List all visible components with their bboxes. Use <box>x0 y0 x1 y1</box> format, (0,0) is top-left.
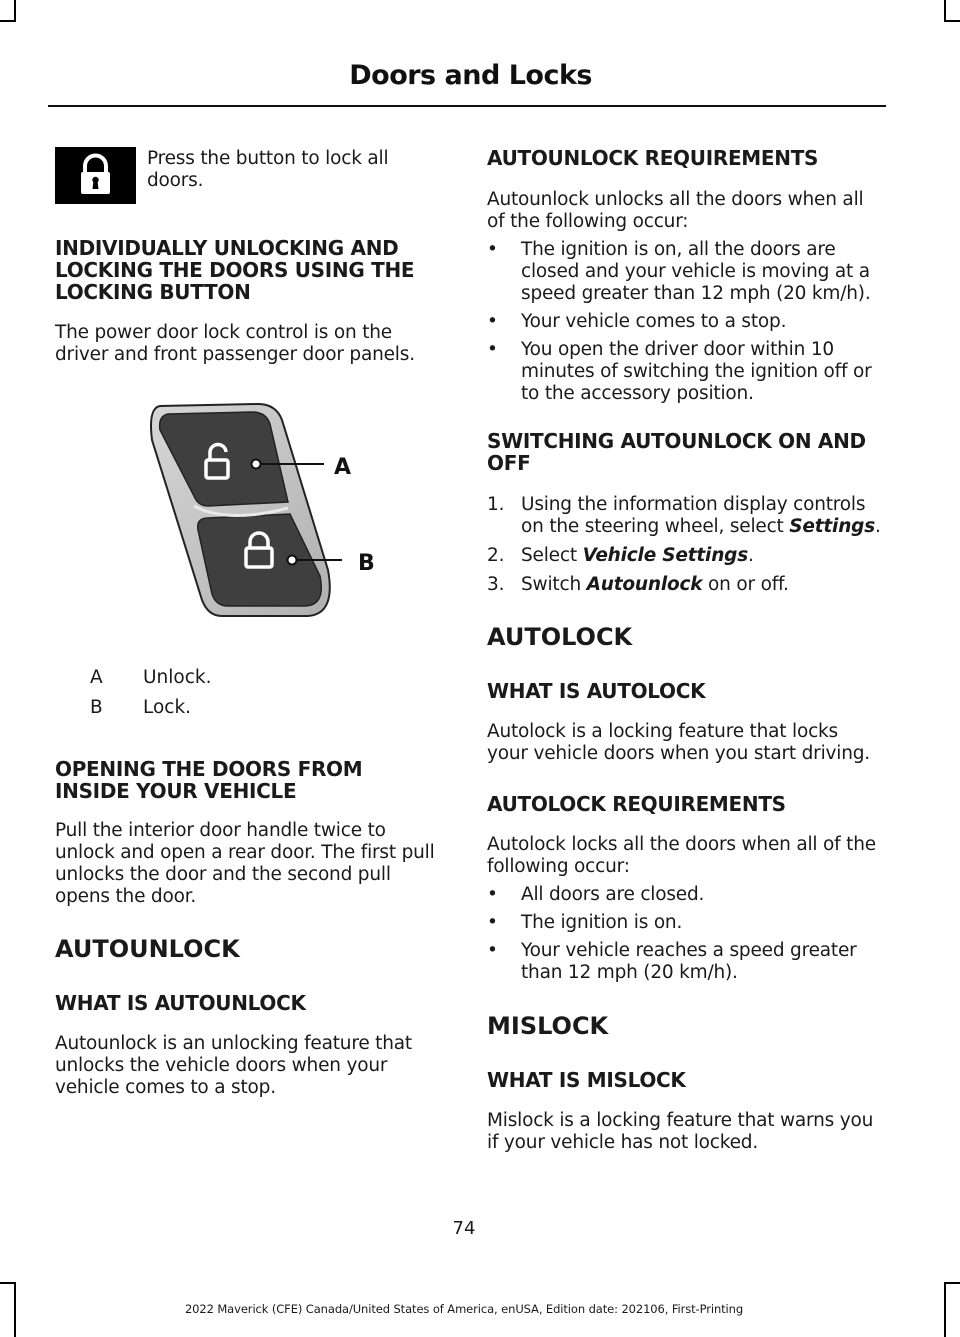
crop-mark-bottom-right <box>944 1282 946 1337</box>
step-item <box>487 494 882 538</box>
para-what-autolock-wrap <box>487 721 872 765</box>
step-emphasis: Autounlock <box>586 574 703 595</box>
list-item <box>487 884 882 906</box>
section-mislock <box>487 1012 877 1040</box>
step-emphasis: Vehicle Settings <box>582 545 749 566</box>
heading-what-autounlock: WHAT IS AUTOUNLOCK <box>55 991 306 1015</box>
crop-mark-bottom-left-h <box>0 1282 16 1284</box>
section-switching <box>487 430 867 474</box>
bullet: • <box>487 940 498 961</box>
list-item-text: Your vehicle comes to a stop. <box>521 311 787 332</box>
bullet: • <box>487 884 498 905</box>
heading-what-mislock: WHAT IS MISLOCK <box>487 1068 686 1092</box>
list-item-text: Your vehicle reaches a speed greater than 12 mph (20 km/h). <box>521 940 857 983</box>
step-text-end: . <box>748 545 754 566</box>
para-au-req-wrap <box>487 189 882 233</box>
crop-mark-top-right-h <box>944 20 960 22</box>
crop-mark-top-right <box>944 0 946 22</box>
para-opening-wrap <box>55 820 450 908</box>
step-number: 1. <box>487 494 505 515</box>
heading-autounlock: AUTOUNLOCK <box>55 935 240 963</box>
heading-opening: OPENING THE DOORS FROM INSIDE YOUR VEHICLE <box>55 757 363 803</box>
para-opening: Pull the interior door handle twice to unlock and open a rear door. The first pull unlocks the door and the second pull opens the door. <box>55 820 435 907</box>
legend-key: B <box>90 697 103 718</box>
crop-mark-bottom-right-h <box>944 1282 960 1284</box>
list-item-text: All doors are closed. <box>521 884 705 905</box>
section-au-req <box>487 147 882 169</box>
section-what-autounlock <box>55 992 445 1014</box>
legend-value: Unlock. <box>143 667 212 688</box>
para-al-req-wrap <box>487 834 882 878</box>
heading-individual: INDIVIDUALLY UNLOCKING AND LOCKING THE DOORS USING THE LOCKING BUTTON <box>55 236 415 304</box>
al-req-list <box>487 884 882 990</box>
bullet: • <box>487 339 498 360</box>
para-al-req: Autolock locks all the doors when all of the following occur: <box>487 834 876 877</box>
step-number: 2. <box>487 545 505 566</box>
heading-mislock: MISLOCK <box>487 1012 609 1040</box>
step-number: 3. <box>487 574 505 595</box>
list-item <box>487 940 882 984</box>
bullet: • <box>487 311 498 332</box>
callout-a: A <box>334 455 352 480</box>
section-autounlock <box>55 935 445 963</box>
para-individual: The power door lock control is on the driver and front passenger door panels. <box>55 322 415 365</box>
lock-instruction <box>147 148 417 192</box>
para-what-mislock: Mislock is a locking feature that warns you if your vehicle has not locked. <box>487 1110 874 1153</box>
crop-mark-top-left-h <box>0 20 16 22</box>
door-lock-switch-figure <box>148 400 388 622</box>
step-text: Using the information display controls on the steering wheel, select <box>521 494 866 537</box>
list-item-text: The ignition is on, all the doors are closed and your vehicle is moving at a speed greater than 12 mph (20 km/h). <box>521 239 871 304</box>
section-al-req <box>487 793 877 815</box>
callout-b: B <box>358 551 375 576</box>
figure-legend <box>55 667 445 727</box>
list-item-text: You open the driver door within 10 minutes of switching the ignition off or to the accessory position. <box>521 339 872 404</box>
header-rule <box>48 105 886 107</box>
step-text-end: . <box>875 516 881 537</box>
para-au-req: Autounlock unlocks all the doors when all of the following occur: <box>487 189 864 232</box>
heading-autolock: AUTOLOCK <box>487 623 633 651</box>
legend-value: Lock. <box>143 697 192 718</box>
list-item-text: The ignition is on. <box>521 912 683 933</box>
heading-switching: SWITCHING AUTOUNLOCK ON AND OFF <box>487 429 866 475</box>
step-item <box>487 574 882 596</box>
heading-au-req: AUTOUNLOCK REQUIREMENTS <box>487 146 819 170</box>
legend-key: A <box>90 667 103 688</box>
step-text-end: on or off. <box>702 574 789 595</box>
au-req-list <box>487 239 882 411</box>
legend-row-b <box>55 697 445 727</box>
section-individual <box>55 237 455 303</box>
step-item <box>487 545 882 567</box>
list-item <box>487 339 882 405</box>
bullet: • <box>487 912 498 933</box>
page-title: Doors and Locks <box>349 60 592 91</box>
section-what-autolock <box>487 680 877 702</box>
step-text: Switch <box>521 574 587 595</box>
list-item <box>487 311 882 333</box>
section-opening <box>55 758 435 802</box>
legend-row-a <box>55 667 445 697</box>
para-what-autounlock: Autounlock is an unlocking feature that unlocks the vehicle doors when your vehicle comes to a stop. <box>55 1033 412 1098</box>
section-autolock <box>487 623 877 651</box>
list-item <box>487 912 882 934</box>
bullet: • <box>487 239 498 260</box>
lock-instruction-text: Press the button to lock all doors. <box>147 148 389 191</box>
para-what-autolock: Autolock is a locking feature that locks your vehicle doors when you start driving. <box>487 721 870 764</box>
heading-what-autolock: WHAT IS AUTOLOCK <box>487 679 706 703</box>
page-number: 74 <box>452 1218 476 1239</box>
para-what-autounlock-wrap <box>55 1033 440 1099</box>
footer-text: 2022 Maverick (CFE) Canada/United States of America, enUSA, Edition date: 202106, First-Printing <box>184 1302 744 1316</box>
step-text: Select <box>521 545 583 566</box>
step-emphasis: Settings <box>789 516 876 537</box>
para-what-mislock-wrap <box>487 1110 882 1154</box>
heading-al-req: AUTOLOCK REQUIREMENTS <box>487 792 786 816</box>
crop-mark-top-left <box>14 0 16 22</box>
steps-list <box>487 494 882 603</box>
list-item <box>487 239 882 305</box>
para-individual-wrap <box>55 322 450 366</box>
section-what-mislock <box>487 1069 877 1091</box>
lock-button-icon <box>55 147 136 204</box>
